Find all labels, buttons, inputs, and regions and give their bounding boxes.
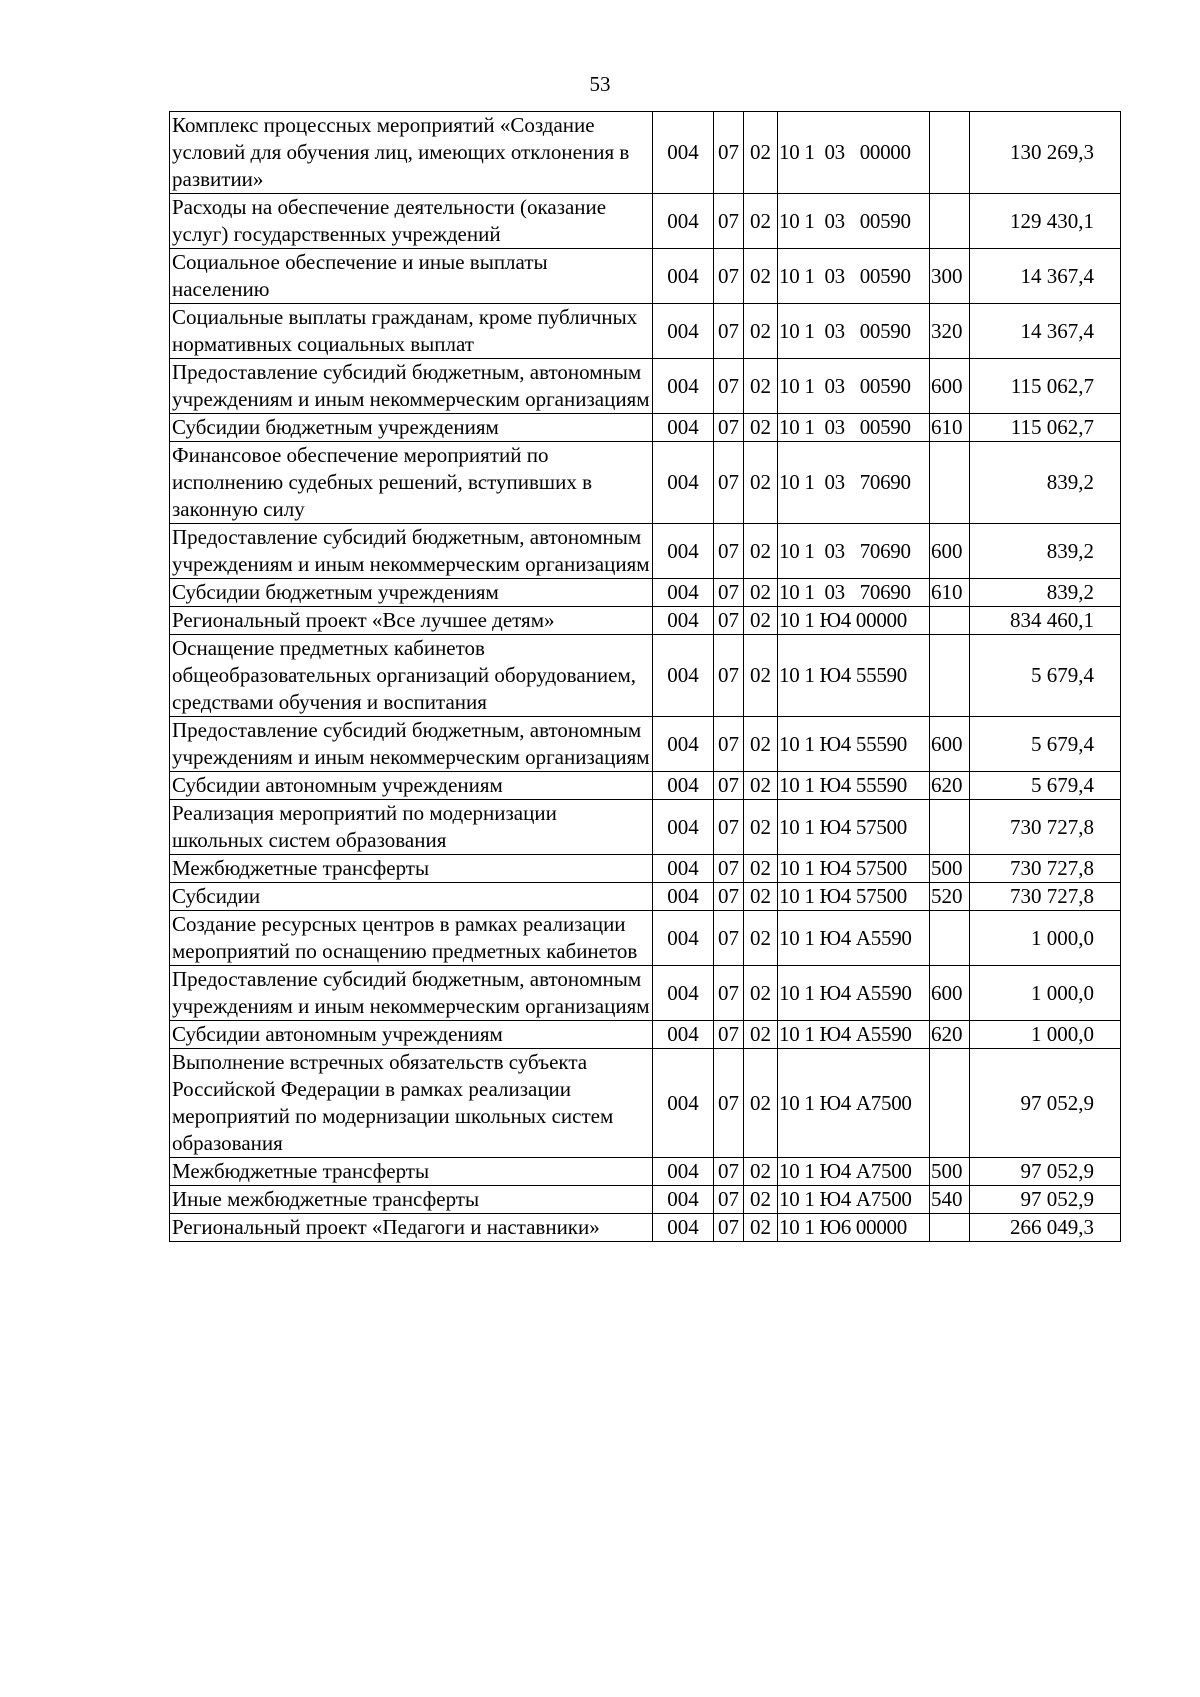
table-row	[170, 579, 1121, 607]
section-code-cell: 07	[714, 635, 744, 717]
table-row	[170, 1021, 1121, 1049]
target-article-code-cell: 10 1 03 00590	[778, 249, 930, 304]
target-article-code-cell: 10 1 Ю4 А5590	[778, 1021, 930, 1049]
section-code-cell: 07	[714, 1049, 744, 1158]
ved-code-cell: 004	[653, 1214, 714, 1242]
subsection-code-cell: 02	[744, 800, 778, 855]
expense-type-code-cell: 540	[930, 1186, 970, 1214]
section-code-cell: 07	[714, 359, 744, 414]
table-row	[170, 883, 1121, 911]
subsection-code-cell: 02	[744, 855, 778, 883]
table-row	[170, 717, 1121, 772]
target-article-code-cell: 10 1 Ю4 57500	[778, 800, 930, 855]
expense-type-code-cell: 620	[930, 1021, 970, 1049]
ved-code-cell: 004	[653, 635, 714, 717]
expense-type-code-cell: 520	[930, 883, 970, 911]
row-name-cell: Субсидии бюджетным учреждениям	[170, 579, 653, 607]
subsection-code-cell: 02	[744, 772, 778, 800]
ved-code-cell: 004	[653, 772, 714, 800]
target-article-code-cell: 10 1 Ю4 57500	[778, 855, 930, 883]
section-code-cell: 07	[714, 607, 744, 635]
row-name-cell: Межбюджетные трансферты	[170, 1158, 653, 1186]
table-row	[170, 1049, 1121, 1158]
row-name-cell: Финансовое обеспечение мероприятий по исполнению судебных решений, вступивших в законную силу	[170, 442, 653, 524]
ved-code-cell: 004	[653, 194, 714, 249]
target-article-code-cell: 10 1 03 00000	[778, 112, 930, 194]
amount-cell: 115 062,7	[970, 414, 1121, 442]
ved-code-cell: 004	[653, 800, 714, 855]
amount-cell: 14 367,4	[970, 304, 1121, 359]
row-name-cell: Предоставление субсидий бюджетным, автономным учреждениям и иным некоммерческим организациям	[170, 359, 653, 414]
ved-code-cell: 004	[653, 359, 714, 414]
section-code-cell: 07	[714, 304, 744, 359]
target-article-code-cell: 10 1 03 00590	[778, 304, 930, 359]
amount-cell: 5 679,4	[970, 635, 1121, 717]
target-article-code-cell: 10 1 Ю6 00000	[778, 1214, 930, 1242]
expense-type-code-cell: 500	[930, 855, 970, 883]
subsection-code-cell: 02	[744, 414, 778, 442]
expense-type-code-cell: 600	[930, 524, 970, 579]
expense-type-code-cell: 610	[930, 414, 970, 442]
subsection-code-cell: 02	[744, 1021, 778, 1049]
row-name-cell: Социальные выплаты гражданам, кроме публичных нормативных социальных выплат	[170, 304, 653, 359]
table-row	[170, 304, 1121, 359]
subsection-code-cell: 02	[744, 359, 778, 414]
amount-cell: 1 000,0	[970, 966, 1121, 1021]
target-article-code-cell: 10 1 03 00590	[778, 359, 930, 414]
target-article-code-cell: 10 1 Ю4 55590	[778, 772, 930, 800]
section-code-cell: 07	[714, 717, 744, 772]
row-name-cell: Иные межбюджетные трансферты	[170, 1186, 653, 1214]
section-code-cell: 07	[714, 1158, 744, 1186]
amount-cell: 834 460,1	[970, 607, 1121, 635]
ved-code-cell: 004	[653, 966, 714, 1021]
ved-code-cell: 004	[653, 414, 714, 442]
subsection-code-cell: 02	[744, 966, 778, 1021]
subsection-code-cell: 02	[744, 194, 778, 249]
table-row	[170, 966, 1121, 1021]
ved-code-cell: 004	[653, 579, 714, 607]
table-row	[170, 194, 1121, 249]
target-article-code-cell: 10 1 03 00590	[778, 414, 930, 442]
page-number: 53	[589, 72, 611, 96]
table-row	[170, 414, 1121, 442]
ved-code-cell: 004	[653, 717, 714, 772]
row-name-cell: Субсидии автономным учреждениям	[170, 772, 653, 800]
expense-type-code-cell: 600	[930, 359, 970, 414]
budget-table	[169, 111, 1121, 1242]
ved-code-cell: 004	[653, 607, 714, 635]
subsection-code-cell: 02	[744, 442, 778, 524]
amount-cell: 730 727,8	[970, 800, 1121, 855]
amount-cell: 97 052,9	[970, 1158, 1121, 1186]
amount-cell: 5 679,4	[970, 772, 1121, 800]
expense-type-code-cell: 320	[930, 304, 970, 359]
table-row	[170, 772, 1121, 800]
ved-code-cell: 004	[653, 524, 714, 579]
expense-type-code-cell: 600	[930, 966, 970, 1021]
table-row	[170, 607, 1121, 635]
subsection-code-cell: 02	[744, 717, 778, 772]
table-row	[170, 442, 1121, 524]
amount-cell: 1 000,0	[970, 911, 1121, 966]
row-name-cell: Реализация мероприятий по модернизации школьных систем образования	[170, 800, 653, 855]
subsection-code-cell: 02	[744, 112, 778, 194]
amount-cell: 839,2	[970, 524, 1121, 579]
row-name-cell: Региональный проект «Педагоги и наставники»	[170, 1214, 653, 1242]
section-code-cell: 07	[714, 524, 744, 579]
target-article-code-cell: 10 1 Ю4 57500	[778, 883, 930, 911]
expense-type-code-cell	[930, 800, 970, 855]
table-row	[170, 249, 1121, 304]
row-name-cell: Предоставление субсидий бюджетным, автономным учреждениям и иным некоммерческим организациям	[170, 966, 653, 1021]
table-row	[170, 112, 1121, 194]
row-name-cell: Субсидии бюджетным учреждениям	[170, 414, 653, 442]
row-name-cell: Межбюджетные трансферты	[170, 855, 653, 883]
amount-cell: 730 727,8	[970, 883, 1121, 911]
target-article-code-cell: 10 1 03 70690	[778, 524, 930, 579]
section-code-cell: 07	[714, 772, 744, 800]
ved-code-cell: 004	[653, 112, 714, 194]
subsection-code-cell: 02	[744, 607, 778, 635]
ved-code-cell: 004	[653, 1186, 714, 1214]
subsection-code-cell: 02	[744, 883, 778, 911]
target-article-code-cell: 10 1 Ю4 А7500	[778, 1049, 930, 1158]
ved-code-cell: 004	[653, 855, 714, 883]
subsection-code-cell: 02	[744, 911, 778, 966]
table-row	[170, 635, 1121, 717]
section-code-cell: 07	[714, 855, 744, 883]
table-row	[170, 911, 1121, 966]
section-code-cell: 07	[714, 800, 744, 855]
section-code-cell: 07	[714, 1214, 744, 1242]
subsection-code-cell: 02	[744, 249, 778, 304]
expense-type-code-cell	[930, 194, 970, 249]
row-name-cell: Региональный проект «Все лучшее детям»	[170, 607, 653, 635]
ved-code-cell: 004	[653, 249, 714, 304]
expense-type-code-cell	[930, 1049, 970, 1158]
amount-cell: 129 430,1	[970, 194, 1121, 249]
amount-cell: 97 052,9	[970, 1049, 1121, 1158]
amount-cell: 1 000,0	[970, 1021, 1121, 1049]
subsection-code-cell: 02	[744, 1049, 778, 1158]
ved-code-cell: 004	[653, 911, 714, 966]
row-name-cell: Выполнение встречных обязательств субъекта Российской Федерации в рамках реализации мероприятий по модернизации школьных систем образования	[170, 1049, 653, 1158]
ved-code-cell: 004	[653, 1158, 714, 1186]
section-code-cell: 07	[714, 194, 744, 249]
section-code-cell: 07	[714, 1021, 744, 1049]
expense-type-code-cell: 600	[930, 717, 970, 772]
section-code-cell: 07	[714, 442, 744, 524]
amount-cell: 266 049,3	[970, 1214, 1121, 1242]
table-row	[170, 855, 1121, 883]
expense-type-code-cell: 300	[930, 249, 970, 304]
expense-type-code-cell	[930, 1214, 970, 1242]
amount-cell: 730 727,8	[970, 855, 1121, 883]
subsection-code-cell: 02	[744, 635, 778, 717]
row-name-cell: Комплекс процессных мероприятий «Создание условий для обучения лиц, имеющих отклонения в развитии»	[170, 112, 653, 194]
section-code-cell: 07	[714, 414, 744, 442]
subsection-code-cell: 02	[744, 1214, 778, 1242]
subsection-code-cell: 02	[744, 304, 778, 359]
expense-type-code-cell: 610	[930, 579, 970, 607]
table-row	[170, 524, 1121, 579]
section-code-cell: 07	[714, 249, 744, 304]
target-article-code-cell: 10 1 Ю4 А7500	[778, 1186, 930, 1214]
amount-cell: 97 052,9	[970, 1186, 1121, 1214]
table-body	[170, 112, 1121, 1242]
target-article-code-cell: 10 1 Ю4 55590	[778, 635, 930, 717]
table-row	[170, 1186, 1121, 1214]
ved-code-cell: 004	[653, 442, 714, 524]
amount-cell: 115 062,7	[970, 359, 1121, 414]
expense-type-code-cell: 620	[930, 772, 970, 800]
subsection-code-cell: 02	[744, 579, 778, 607]
row-name-cell: Социальное обеспечение и иные выплаты населению	[170, 249, 653, 304]
expense-type-code-cell	[930, 607, 970, 635]
table-row	[170, 1214, 1121, 1242]
section-code-cell: 07	[714, 112, 744, 194]
table-row	[170, 800, 1121, 855]
target-article-code-cell: 10 1 Ю4 А5590	[778, 966, 930, 1021]
subsection-code-cell: 02	[744, 1186, 778, 1214]
target-article-code-cell: 10 1 Ю4 А7500	[778, 1158, 930, 1186]
ved-code-cell: 004	[653, 883, 714, 911]
row-name-cell: Субсидии автономным учреждениям	[170, 1021, 653, 1049]
expense-type-code-cell	[930, 911, 970, 966]
table-row	[170, 359, 1121, 414]
table-row	[170, 1158, 1121, 1186]
row-name-cell: Предоставление субсидий бюджетным, автономным учреждениям и иным некоммерческим организациям	[170, 717, 653, 772]
row-name-cell: Оснащение предметных кабинетов общеобразовательных организаций оборудованием, средствами обучения и воспитания	[170, 635, 653, 717]
expense-type-code-cell	[930, 112, 970, 194]
amount-cell: 5 679,4	[970, 717, 1121, 772]
subsection-code-cell: 02	[744, 1158, 778, 1186]
section-code-cell: 07	[714, 1186, 744, 1214]
target-article-code-cell: 10 1 03 70690	[778, 579, 930, 607]
amount-cell: 130 269,3	[970, 112, 1121, 194]
target-article-code-cell: 10 1 Ю4 55590	[778, 717, 930, 772]
amount-cell: 839,2	[970, 579, 1121, 607]
amount-cell: 839,2	[970, 442, 1121, 524]
expense-type-code-cell	[930, 442, 970, 524]
target-article-code-cell: 10 1 03 00590	[778, 194, 930, 249]
amount-cell: 14 367,4	[970, 249, 1121, 304]
row-name-cell: Предоставление субсидий бюджетным, автономным учреждениям и иным некоммерческим организациям	[170, 524, 653, 579]
ved-code-cell: 004	[653, 1049, 714, 1158]
row-name-cell: Расходы на обеспечение деятельности (оказание услуг) государственных учреждений	[170, 194, 653, 249]
expense-type-code-cell	[930, 635, 970, 717]
section-code-cell: 07	[714, 911, 744, 966]
ved-code-cell: 004	[653, 1021, 714, 1049]
section-code-cell: 07	[714, 966, 744, 1021]
expense-type-code-cell: 500	[930, 1158, 970, 1186]
row-name-cell: Субсидии	[170, 883, 653, 911]
target-article-code-cell: 10 1 Ю4 00000	[778, 607, 930, 635]
row-name-cell: Создание ресурсных центров в рамках реализации мероприятий по оснащению предметных кабинетов	[170, 911, 653, 966]
section-code-cell: 07	[714, 883, 744, 911]
target-article-code-cell: 10 1 Ю4 А5590	[778, 911, 930, 966]
ved-code-cell: 004	[653, 304, 714, 359]
section-code-cell: 07	[714, 579, 744, 607]
subsection-code-cell: 02	[744, 524, 778, 579]
target-article-code-cell: 10 1 03 70690	[778, 442, 930, 524]
